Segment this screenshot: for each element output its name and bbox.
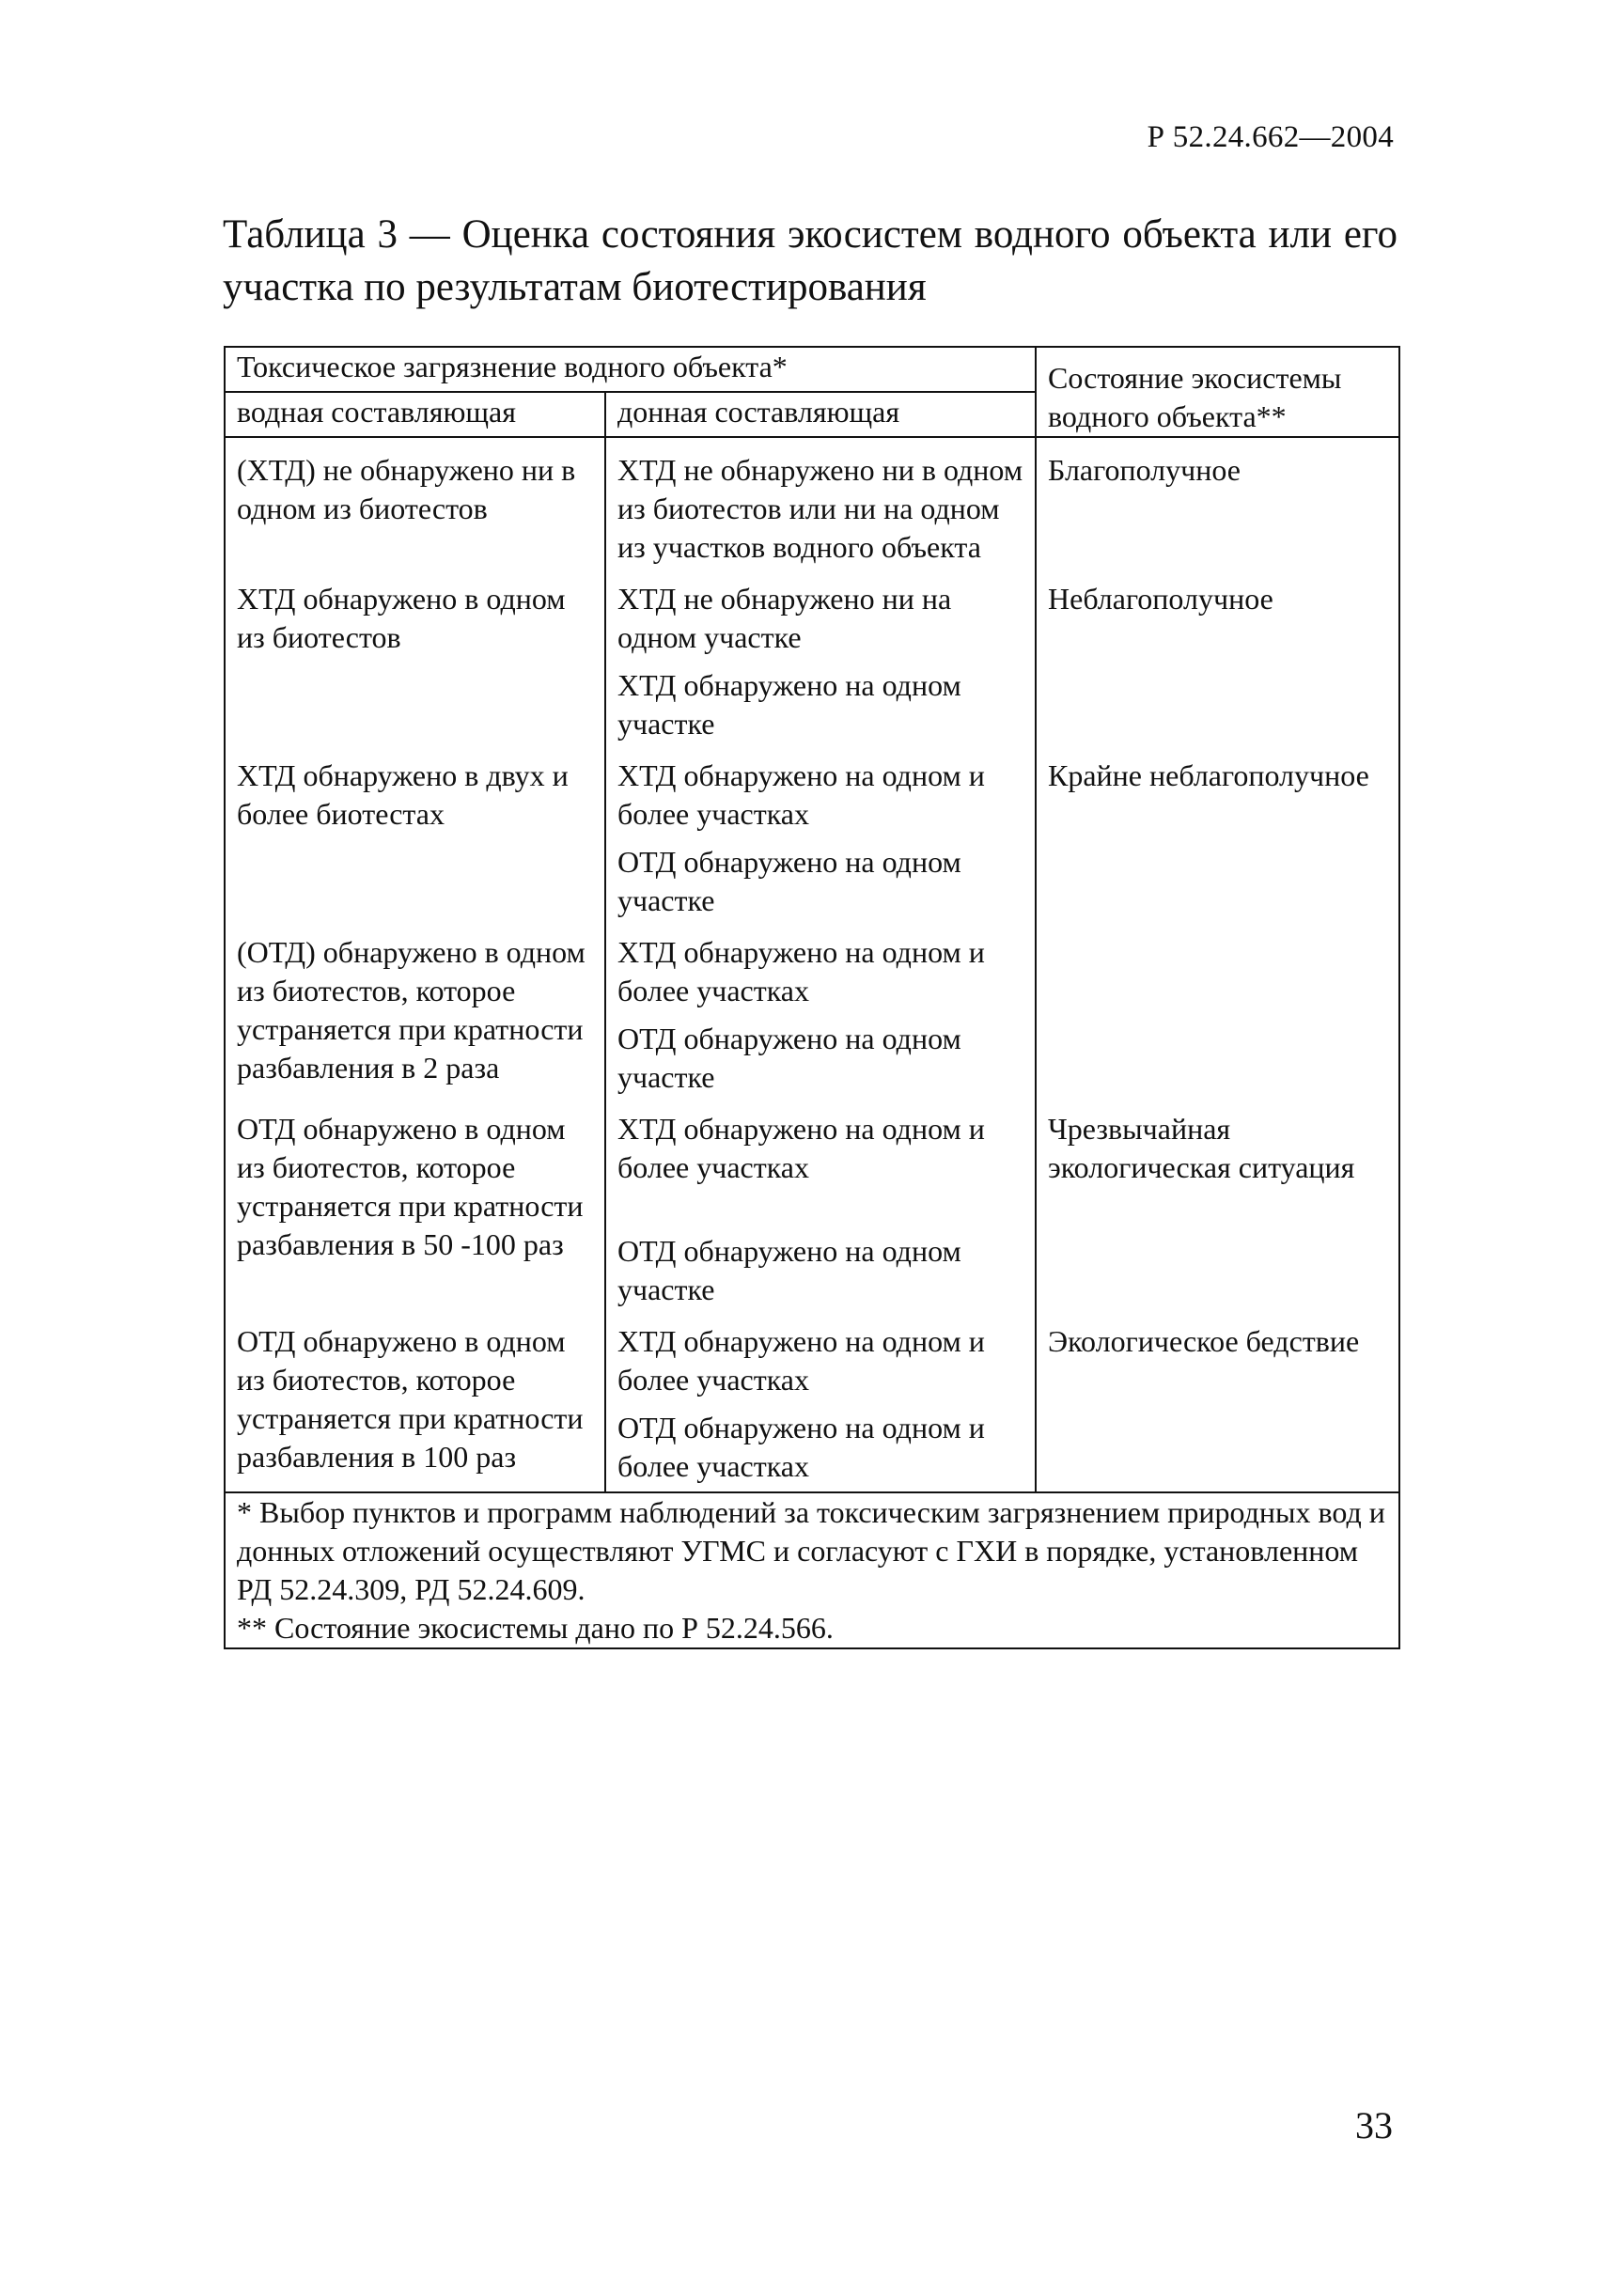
cell-water: ОТД обнаружено в одном из биотестов, которое устраняется при кратности разбавления в 50 -100 раз: [225, 1097, 605, 1309]
cell-bottom: [605, 743, 1036, 920]
cell-bottom-item: ХТД обнаружено на одном и более участках: [617, 935, 985, 1007]
table-title: Таблица 3 — Оценка состояния экосистем водного объекта или его участка по результатам биотестирования: [223, 212, 1398, 309]
cell-bottom-item: ХТД обнаружено на одном участке: [617, 668, 961, 741]
table-row: [225, 567, 1399, 743]
assessment-table-container: [224, 346, 1398, 1649]
cell-bottom-item: ОТД обнаружено на одном участке: [617, 845, 961, 917]
header-water-component: водная составляющая: [225, 392, 605, 437]
table-row: [225, 1309, 1399, 1492]
cell-state: Благополучное: [1036, 437, 1399, 567]
table-header-row: [225, 347, 1399, 392]
cell-water: (ХТД) не обнаружено ни в одном из биотестов: [225, 437, 605, 567]
document-id: Р 52.24.662—2004: [1147, 120, 1394, 154]
header-ecosystem-state: Состояние экосистемы водного объекта**: [1036, 347, 1399, 437]
cell-state: Чрезвычайная экологическая ситуация: [1036, 1097, 1399, 1309]
table-footnote-row: [225, 1492, 1399, 1648]
table-row: [225, 743, 1399, 920]
footnote-1: * Выбор пунктов и программ наблюдений за токсическим загрязнением природных вод и донных отложений осуществляют УГМС и согласуют с ГХИ в порядке, установленном РД 52.24.309, РД 52.24.609.: [237, 1495, 1385, 1606]
cell-bottom-item: ХТД обнаружено на одном и более участках: [617, 1112, 985, 1184]
cell-state: Крайне неблагополучное: [1036, 743, 1399, 920]
cell-bottom: [605, 920, 1036, 1097]
cell-water: ОТД обнаружено в одном из биотестов, которое устраняется при кратности разбавления в 100 раз: [225, 1309, 605, 1492]
cell-bottom: [605, 1309, 1036, 1492]
table-row: [225, 437, 1399, 567]
table-row: [225, 920, 1399, 1097]
cell-bottom: [605, 1097, 1036, 1309]
table-row: [225, 1097, 1399, 1309]
cell-state: [1036, 920, 1399, 1097]
assessment-table: [224, 346, 1400, 1649]
header-toxic-pollution: Токсическое загрязнение водного объекта*: [225, 347, 1036, 392]
cell-bottom-item: ОТД обнаружено на одном и более участках: [617, 1411, 985, 1483]
page-number: 33: [1355, 2104, 1393, 2147]
cell-water: (ОТД) обнаружено в одном из биотестов, которое устраняется при кратности разбавления в 2 раза: [225, 920, 605, 1097]
cell-bottom-item: ОТД обнаружено на одном участке: [617, 1022, 961, 1094]
cell-bottom: [605, 437, 1036, 567]
footnote-2: ** Состояние экосистемы дано по Р 52.24.566.: [237, 1611, 834, 1645]
cell-bottom-item: ХТД не обнаружено ни в одном из биотестов или ни на одном из участков водного объекта: [617, 453, 1023, 564]
cell-water: ХТД обнаружено в двух и более биотестах: [225, 743, 605, 920]
cell-state: Неблагополучное: [1036, 567, 1399, 743]
cell-water: ХТД обнаружено в одном из биотестов: [225, 567, 605, 743]
cell-state: Экологическое бедствие: [1036, 1309, 1399, 1492]
header-bottom-component: донная составляющая: [605, 392, 1036, 437]
cell-bottom-item: ОТД обнаружено на одном участке: [617, 1234, 961, 1306]
cell-bottom: [605, 567, 1036, 743]
cell-bottom-item: ХТД обнаружено на одном и более участках: [617, 1324, 985, 1397]
cell-bottom-item: ХТД обнаружено на одном и более участках: [617, 758, 985, 831]
cell-bottom-item: ХТД не обнаружено ни на одном участке: [617, 582, 952, 654]
table-footnotes: [225, 1492, 1399, 1648]
